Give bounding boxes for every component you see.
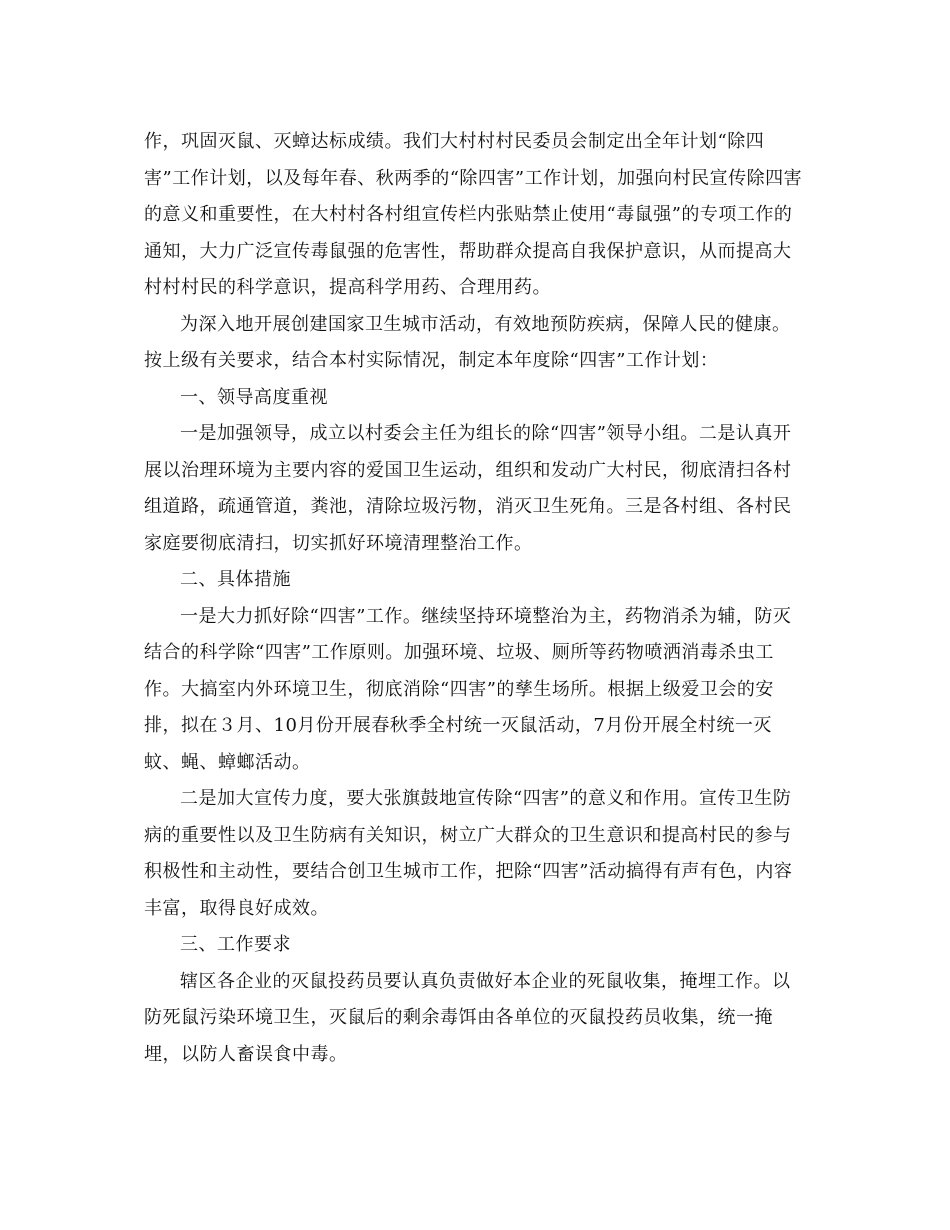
text-line: 一是大力抓好除“四害”工作。继续坚持环境整治为主，药物消杀为辅，防灭 (180, 605, 792, 627)
text-line: 二、具体措施 (180, 569, 291, 590)
text-line: 通知，大力广泛宣传毒鼠强的危害性，帮助群众提高自我保护意识，从而提高大 (144, 240, 792, 262)
text-line: 病的重要性以及卫生防病有关知识，树立广大群众的卫生意识和提高村民的参与 (144, 824, 792, 846)
document-body (144, 124, 808, 1073)
text-line: 防死鼠污染环境卫生，灭鼠后的剩余毒饵由各单位的灭鼠投药员收集，统一掩 (144, 1007, 773, 1028)
text-line: 一、领导高度重视 (180, 386, 328, 408)
text-line: 村村村民的科学意识，提高科学用药、合理用药。 (144, 277, 551, 298)
text-line: 一是加强领导，成立以村委会主任为组长的除“四害”领导小组。二是认真开 (180, 423, 792, 444)
text-line: 三、工作要求 (180, 934, 291, 955)
text-line: 按上级有关要求，结合本村实际情况，制定本年度除“四害”工作计划： (144, 350, 719, 371)
text-line: 辖区各企业的灭鼠投药员要认真负责做好本企业的死鼠收集，掩埋工作。以 (180, 970, 791, 992)
text-line: 害”工作计划，以及每年春、秋两季的“除四害”工作计划，加强向村民宣传除四害 (144, 167, 803, 189)
text-line: 丰富，取得良好成效。 (144, 897, 329, 919)
text-line: 作。大搞室内外环境卫生，彻底消除“四害”的孳生场所。根据上级爱卫会的安 (144, 678, 774, 700)
text-line: 为深入地开展创建国家卫生城市活动，有效地预防疾病，保障人民的健康。 (180, 313, 791, 335)
text-line: 展以治理环境为主要内容的爱国卫生运动，组织和发动广大村民，彻底清扫各村 (144, 459, 792, 481)
text-line: 家庭要彻底清扫，切实抓好环境清理整治工作。 (144, 532, 533, 554)
text-line: 埋，以防人畜误食中毒。 (144, 1043, 348, 1065)
text-line: 组道路，疏通管道，粪池，清除垃圾污物，消灭卫生死角。三是各村组、各村民 (144, 496, 792, 517)
text-line: 二是加大宣传力度，要大张旗鼓地宣传除“四害”的意义和作用。宣传卫生防 (180, 788, 792, 809)
text-line: 结合的科学除“四害”工作原则。加强环境、垃圾、厕所等药物喷洒消毒杀虫工 (144, 642, 774, 663)
text-line: 积极性和主动性，要结合创卫生城市工作，把除“四害”活动搞得有声有色，内容 (144, 861, 793, 882)
text-line: 作，巩固灭鼠、灭蟑达标成绩。我们大村村村民委员会制定出全年计划“除四 (144, 131, 765, 152)
text-line: 蚊、蝇、蟑螂活动。 (144, 751, 311, 773)
text-line: 排，拟在３月、10月份开展春秋季全村统一灭鼠活动，7月份开展全村统一灭 (144, 715, 772, 736)
text-line: 的意义和重要性，在大村村各村组宣传栏内张贴禁止使用“毒鼠强”的专项工作的 (144, 204, 793, 225)
